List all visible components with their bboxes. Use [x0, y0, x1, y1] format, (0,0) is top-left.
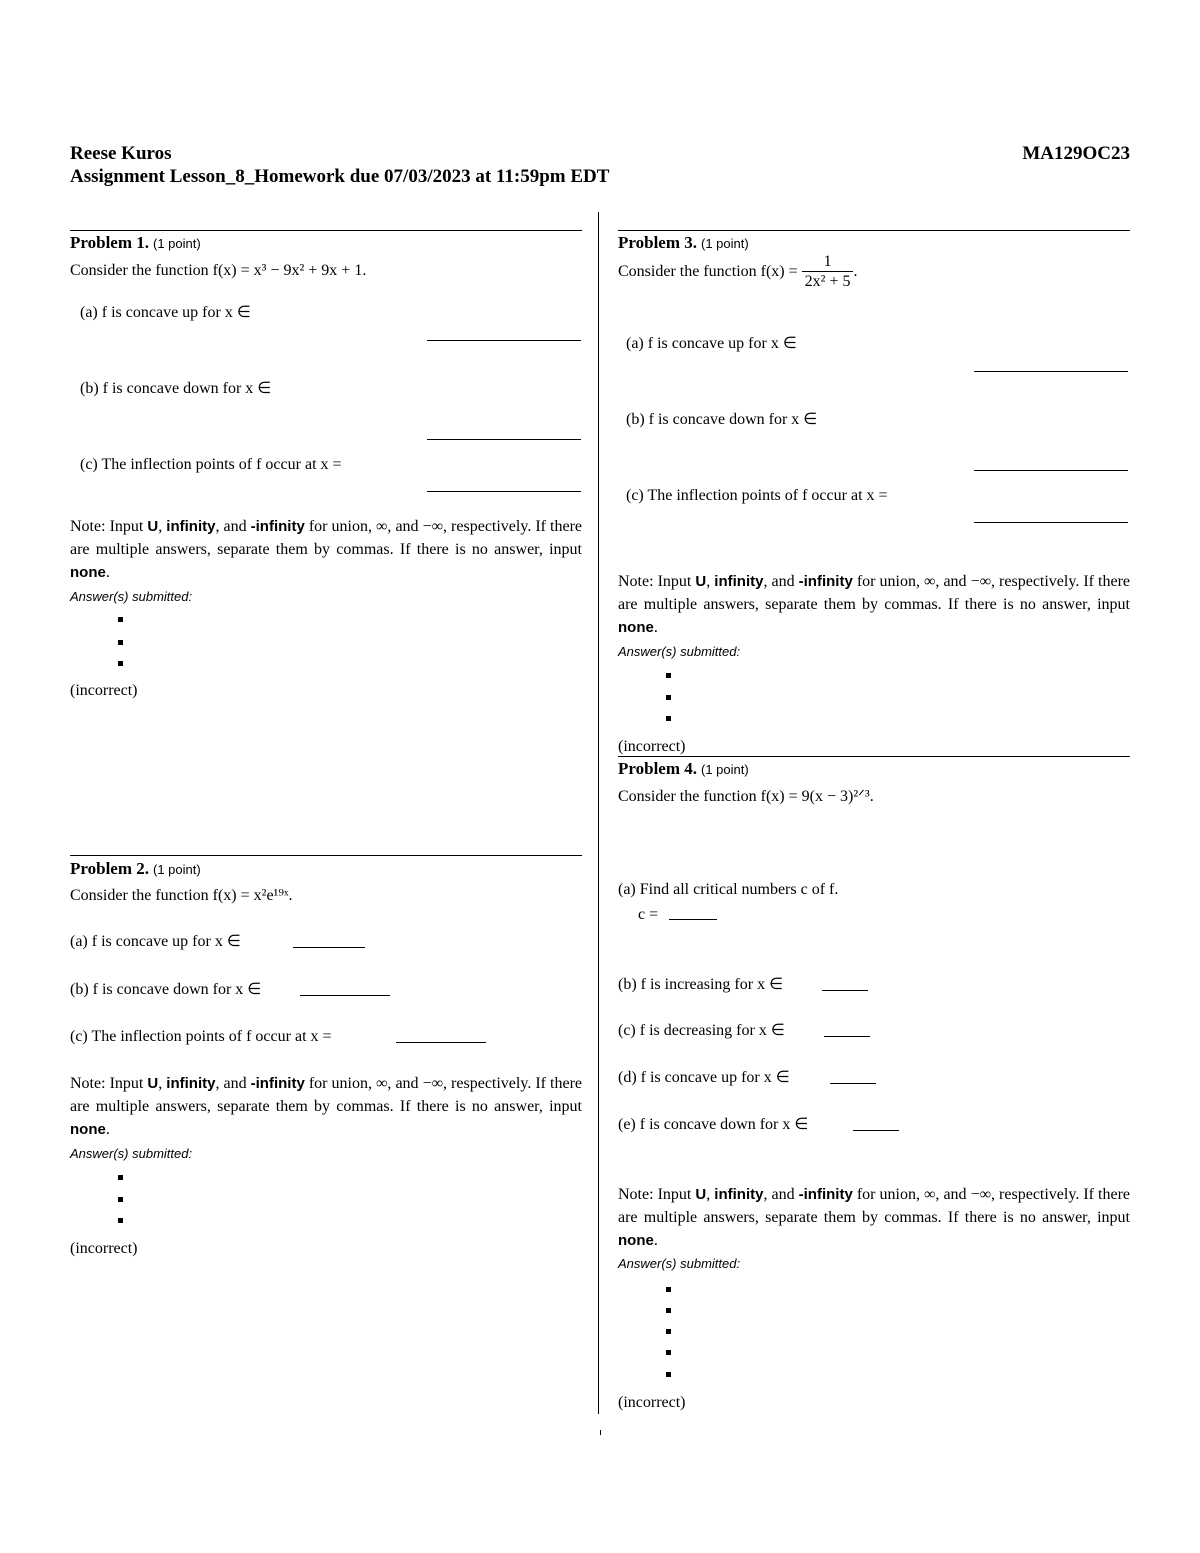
problem-3-part-a: (a) f is concave up for x ∈: [626, 335, 797, 352]
problem-1-statement: Consider the function f(x) = x³ − 9x² + 9x + 1.: [70, 262, 367, 279]
problem-4-answer-a[interactable]: [669, 919, 717, 920]
problem-1-status: (incorrect): [70, 682, 138, 699]
problem-4-answers-label: Answer(s) submitted:: [618, 1256, 741, 1271]
problem-4-part-e: (e) f is concave down for x ∈: [618, 1116, 809, 1133]
problem-3-points: (1 point): [701, 236, 749, 251]
problem-1-title: Problem 1.: [70, 233, 150, 252]
problem-4-part-b: (b) f is increasing for x ∈: [618, 976, 783, 993]
answer-bullet: [118, 640, 123, 645]
left-column: [70, 0, 582, 1553]
problem-4-statement: Consider the function f(x) = 9(x − 3)²ᐟ³.: [618, 788, 874, 805]
column-divider: [598, 212, 599, 1414]
answer-bullet: [118, 1175, 123, 1180]
problem-1-part-a: (a) f is concave up for x ∈: [80, 304, 251, 321]
problem-4-part-a: (a) Find all critical numbers c of f.: [618, 881, 839, 898]
problem-3-fraction: $\frac{1}{\text{2x² + 5}}$: [802, 253, 854, 292]
problem-2-status: (incorrect): [70, 1240, 138, 1257]
student-name: Reese Kuros: [70, 143, 172, 164]
problem-3-statement: Consider the function f(x) = $\frac{1}{\text{2x² + 5}}$ .: [618, 253, 858, 290]
problem-3-title: Problem 3.: [618, 233, 698, 252]
problem-3-answers-label: Answer(s) submitted:: [618, 644, 741, 659]
assignment-title: Assignment Lesson_8_Homework due 07/03/2023 at 11:59pm EDT: [70, 166, 610, 187]
answer-bullet: [666, 1350, 671, 1355]
problem-4-answer-d[interactable]: [830, 1083, 876, 1084]
answer-bullet: [666, 673, 671, 678]
problem-4-answer-c[interactable]: [824, 1036, 870, 1037]
problem-2-rule: [70, 855, 582, 856]
problem-1-part-c: (c) The inflection points of f occur at x =: [80, 456, 342, 473]
problem-2-title: Problem 2.: [70, 859, 150, 878]
problem-4-critical-label: c =: [638, 906, 659, 923]
problem-2-part-c: (c) The inflection points of f occur at x =: [70, 1028, 332, 1045]
problem-3-part-c: (c) The inflection points of f occur at x =: [626, 487, 888, 504]
problem-1-note: Note: Input U, infinity, and -infinity for union, ∞, and −∞, respectively. If there are multiple answers, separate them by commas. If there is no answer, input none.: [70, 518, 583, 581]
problem-2-answers-label: Answer(s) submitted:: [70, 1146, 193, 1161]
answer-bullet: [666, 1372, 671, 1377]
problem-2-part-b: (b) f is concave down for x ∈: [70, 981, 262, 998]
problem-3-note: Note: Input U, infinity, and -infinity for union, ∞, and −∞, respectively. If there are multiple answers, separate them by commas. If there is no answer, input none.: [618, 573, 1131, 636]
problem-4-part-c: (c) f is decreasing for x ∈: [618, 1022, 785, 1039]
problem-2-answer-a[interactable]: [293, 947, 365, 948]
problem-1-points: (1 point): [153, 236, 201, 251]
problem-1-answer-b[interactable]: [427, 439, 581, 440]
answer-bullet: [666, 1287, 671, 1292]
problem-4-points: (1 point): [701, 762, 749, 777]
problem-1-answer-c[interactable]: [427, 491, 581, 492]
problem-3-status: (incorrect): [618, 738, 686, 755]
problem-3-part-b: (b) f is concave down for x ∈: [626, 411, 818, 428]
problem-4-note: Note: Input U, infinity, and -infinity for union, ∞, and −∞, respectively. If there are multiple answers, separate them by commas. If there is no answer, input none.: [618, 1186, 1131, 1249]
answer-bullet: [666, 1308, 671, 1313]
answer-bullet: [118, 1197, 123, 1202]
problem-1-part-b: (b) f is concave down for x ∈: [80, 380, 272, 397]
problem-4-answer-e[interactable]: [853, 1130, 899, 1131]
answer-bullet: [118, 661, 123, 666]
answer-bullet: [666, 1329, 671, 1334]
problem-4-answer-b[interactable]: [822, 990, 868, 991]
problem-3-answer-c[interactable]: [974, 522, 1128, 523]
answer-bullet: [118, 617, 123, 622]
problem-3-answer-a[interactable]: [974, 371, 1128, 372]
problem-2-answer-c[interactable]: [396, 1042, 486, 1043]
problem-4-title: Problem 4.: [618, 759, 698, 778]
problem-4-part-d: (d) f is concave up for x ∈: [618, 1069, 790, 1086]
problem-2-note: Note: Input U, infinity, and -infinity for union, ∞, and −∞, respectively. If there are multiple answers, separate them by commas. If there is no answer, input none.: [70, 1075, 583, 1138]
problem-2-statement: Consider the function f(x) = x²e¹⁹ˣ.: [70, 887, 293, 904]
problem-2-part-a: (a) f is concave up for x ∈: [70, 933, 241, 950]
problem-3-answer-b[interactable]: [974, 470, 1128, 471]
page-mark: [600, 1430, 601, 1435]
problem-1-answers-label: Answer(s) submitted:: [70, 589, 193, 604]
answer-bullet: [666, 716, 671, 721]
problem-1-answer-a[interactable]: [427, 340, 581, 341]
problem-2-answer-b[interactable]: [300, 995, 390, 996]
problem-2-points: (1 point): [153, 862, 201, 877]
right-column: [618, 0, 1130, 1553]
course-code: MA129OC23: [1022, 143, 1130, 164]
answer-bullet: [666, 695, 671, 700]
problem-4-status: (incorrect): [618, 1394, 686, 1411]
answer-bullet: [118, 1218, 123, 1223]
